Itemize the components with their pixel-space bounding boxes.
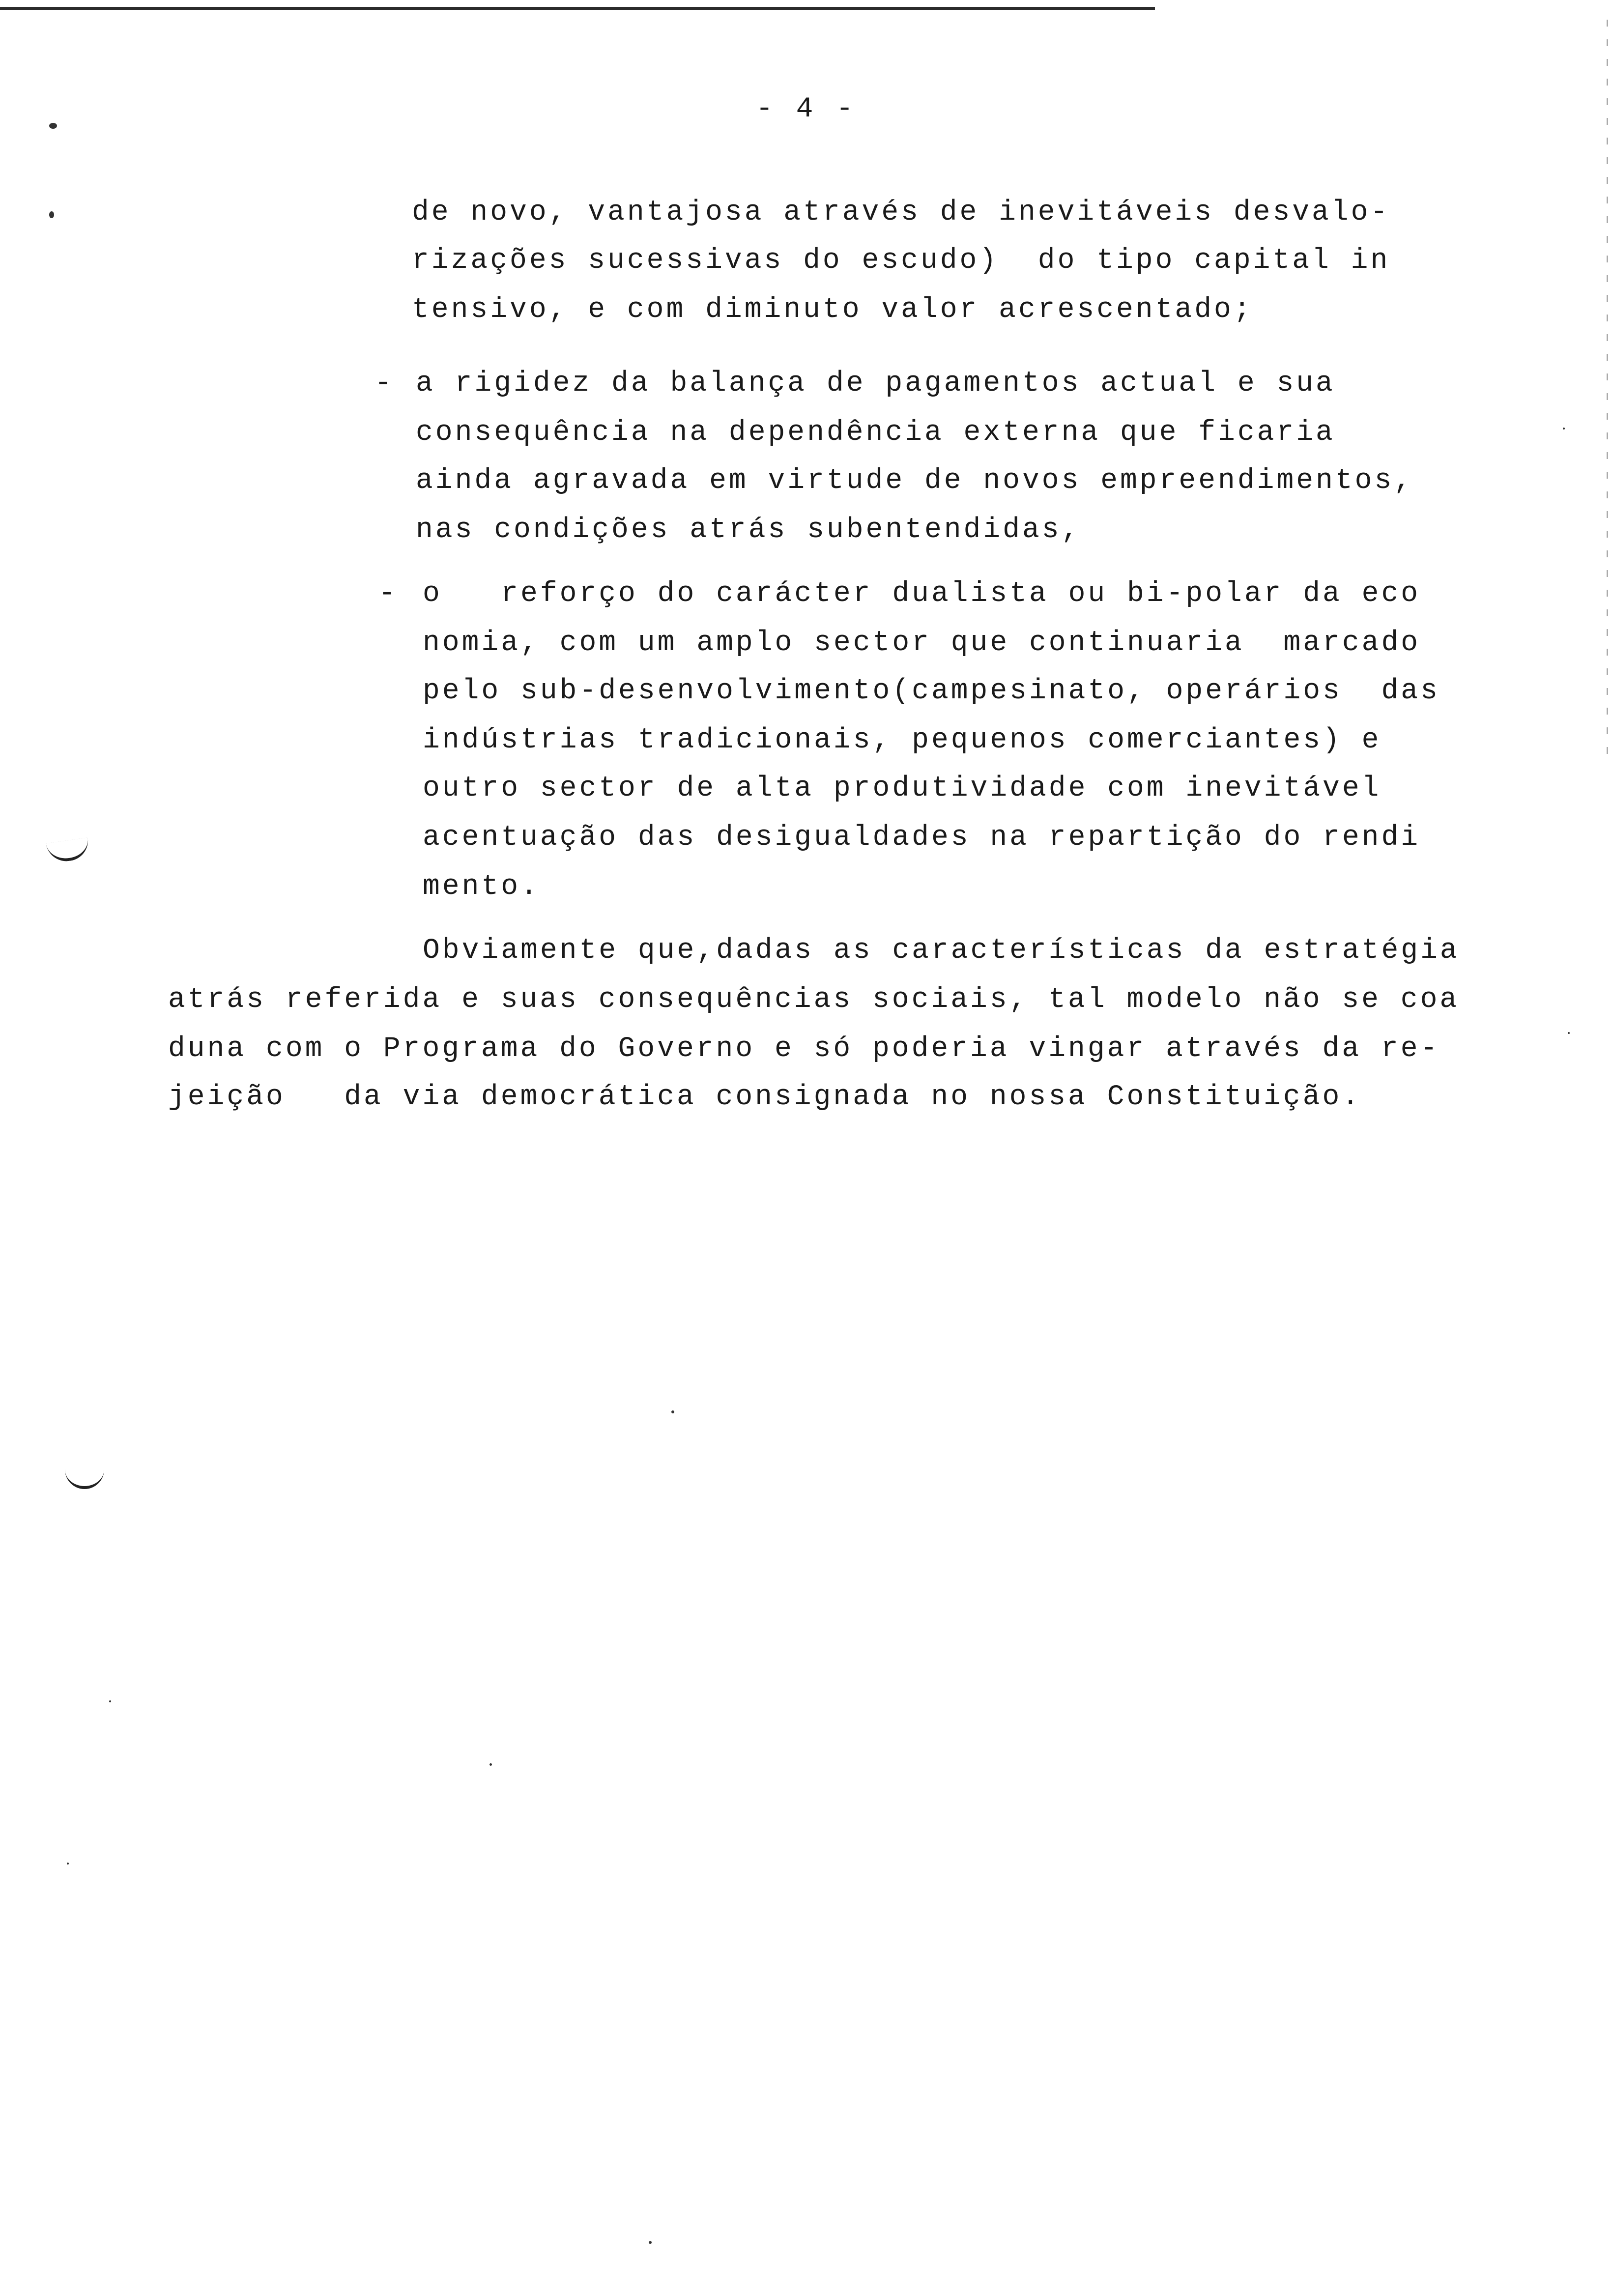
bullet-1-line-1: a rigidez da balança de pagamentos actual e sua: [416, 368, 1335, 400]
conclusion-line-2: atrás referida e suas consequências sociais, tal modelo não se coa: [168, 984, 1460, 1016]
intro-line-2: rizações sucessivas do escudo) do tipo capital in: [412, 245, 1390, 277]
bullet-1-marker: -: [374, 368, 392, 400]
intro-line-1: de novo, vantajosa através de inevitáveis desvalo-: [412, 197, 1390, 229]
margin-curve-mark: [46, 837, 90, 864]
bullet-2-line-7: mento.: [423, 871, 540, 903]
conclusion-line-3: duna com o Programa do Governo e só poderia vingar através da re-: [168, 1033, 1440, 1065]
speck: [67, 1863, 69, 1865]
bullet-2-line-6: acentuação das desigualdades na repartição do rendi: [423, 822, 1421, 854]
scan-edge-marks: [1607, 20, 1608, 757]
bullet-1-line-3: ainda agravada em virtude de novos empreendimentos,: [416, 465, 1414, 497]
bullet-1-line-4: nas condições atrás subentendidas,: [416, 514, 1081, 546]
speck: [671, 1410, 674, 1413]
bullet-2-line-3: pelo sub-desenvolvimento(campesinato, operários das: [423, 675, 1440, 707]
speck: [649, 2241, 652, 2244]
speck: [1563, 428, 1565, 430]
intro-line-3: tensivo, e com diminuto valor acrescentado;: [412, 294, 1253, 326]
bullet-2-line-5: outro sector de alta produtividade com inevitável: [423, 773, 1382, 804]
speck: [109, 1700, 111, 1702]
bullet-1-line-2: consequência na dependência externa que ficaria: [416, 417, 1335, 449]
bullet-2-line-2: nomia, com um amplo sector que continuaria marcado: [423, 627, 1421, 659]
margin-blot-small: [49, 211, 54, 218]
margin-blot: [49, 123, 57, 129]
page-number: - 4 -: [755, 93, 857, 125]
bullet-2-line-4: indústrias tradicionais, pequenos comerciantes) e: [423, 724, 1382, 756]
conclusion-line-1: Obviamente que,dadas as características da estratégia: [423, 935, 1460, 967]
conclusion-line-4: jeição da via democrática consignada no nossa Constituição.: [168, 1081, 1362, 1113]
bullet-2-marker: -: [378, 578, 396, 610]
bullet-2-line-1: o reforço do carácter dualista ou bi-polar da eco: [423, 578, 1421, 610]
top-rule: [0, 7, 1155, 10]
speck: [489, 1763, 492, 1766]
speck: [1568, 1032, 1570, 1034]
margin-curve-mark-lower: [65, 1469, 104, 1489]
